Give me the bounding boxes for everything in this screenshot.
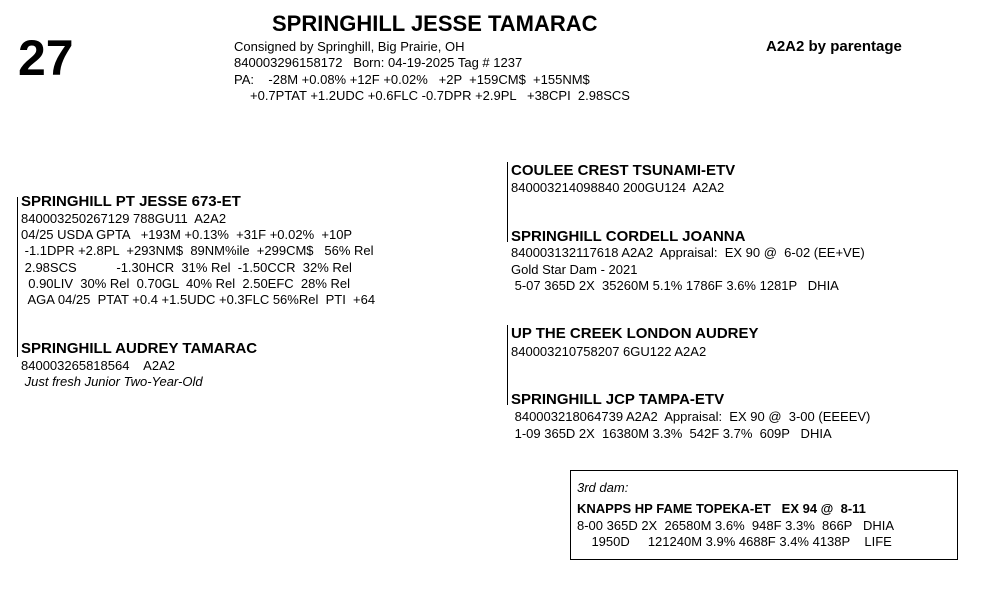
sire-line: 840003250267129 788GU11 A2A2 — [21, 211, 227, 226]
third-dam-label: 3rd dam: — [577, 480, 629, 495]
third-dam-line: 8-00 365D 2X 26580M 3.6% 948F 3.3% 866P DHIA — [577, 518, 895, 533]
sire-dam-line: Gold Star Dam - 2021 — [511, 262, 638, 277]
dam-line: 840003265818564 A2A2 — [21, 358, 175, 373]
sire-line: AGA 04/25 PTAT +0.4 +1.5UDC +0.3FLC 56%Rel PTI +64 — [21, 292, 376, 307]
sire-dam-name: SPRINGHILL CORDELL JOANNA — [511, 228, 746, 245]
dam-note: Just fresh Junior Two-Year-Old — [21, 374, 203, 389]
sire-dam-connector — [17, 197, 18, 357]
dam-name: SPRINGHILL AUDREY TAMARAC — [21, 340, 258, 357]
dam-parents-connector — [507, 325, 508, 405]
pa-line-1: PA: -28M +0.08% +12F +0.02% +2P +159CM$ +155NM$ — [234, 72, 590, 87]
dam-dam-line: 840003218064739 A2A2 Appraisal: EX 90 @ 3-00 (EEEEV) — [511, 409, 871, 424]
a2-status: A2A2 by parentage — [766, 38, 902, 55]
sire-sire-line: 840003214098840 200GU124 A2A2 — [511, 180, 725, 195]
consigned-by: Consigned by Springhill, Big Prairie, OH — [234, 39, 465, 54]
lot-number: 27 — [18, 30, 74, 86]
dam-sire-line: 840003210758207 6GU122 A2A2 — [511, 344, 707, 359]
dam-sire-name: UP THE CREEK LONDON AUDREY — [511, 325, 759, 342]
animal-name: SPRINGHILL JESSE TAMARAC — [272, 11, 598, 36]
dam-dam-line: 1-09 365D 2X 16380M 3.3% 542F 3.7% 609P DHIA — [511, 426, 832, 441]
sire-line: 04/25 USDA GPTA +193M +0.13% +31F +0.02% +10P — [21, 227, 353, 242]
third-dam-name: KNAPPS HP FAME TOPEKA-ET EX 94 @ 8-11 — [577, 501, 866, 516]
pa-line-2: +0.7PTAT +1.2UDC +0.6FLC -0.7DPR +2.9PL +38CPI 2.98SCS — [250, 88, 630, 103]
third-dam-line: 1950D 121240M 3.9% 4688F 3.4% 4138P LIFE — [577, 534, 892, 549]
dam-dam-name: SPRINGHILL JCP TAMPA-ETV — [511, 391, 725, 408]
sire-line: -1.1DPR +2.8PL +293NM$ 89NM%ile +299CM$ 56% Rel — [21, 243, 374, 258]
sire-parents-connector — [507, 162, 508, 242]
sire-line: 0.90LIV 30% Rel 0.70GL 40% Rel 2.50EFC 28% Rel — [21, 276, 351, 291]
sire-sire-name: COULEE CREST TSUNAMI-ETV — [511, 162, 736, 179]
sire-dam-line: 5-07 365D 2X 35260M 5.1% 1786F 3.6% 1281P DHIA — [511, 278, 839, 293]
sire-line: 2.98SCS -1.30HCR 31% Rel -1.50CCR 32% Rel — [21, 260, 352, 275]
sire-dam-line: 840003132117618 A2A2 Appraisal: EX 90 @ 6-02 (EE+VE) — [511, 245, 865, 260]
id-line: 840003296158172 Born: 04-19-2025 Tag # 1237 — [234, 55, 523, 70]
sire-name: SPRINGHILL PT JESSE 673-ET — [21, 193, 241, 210]
